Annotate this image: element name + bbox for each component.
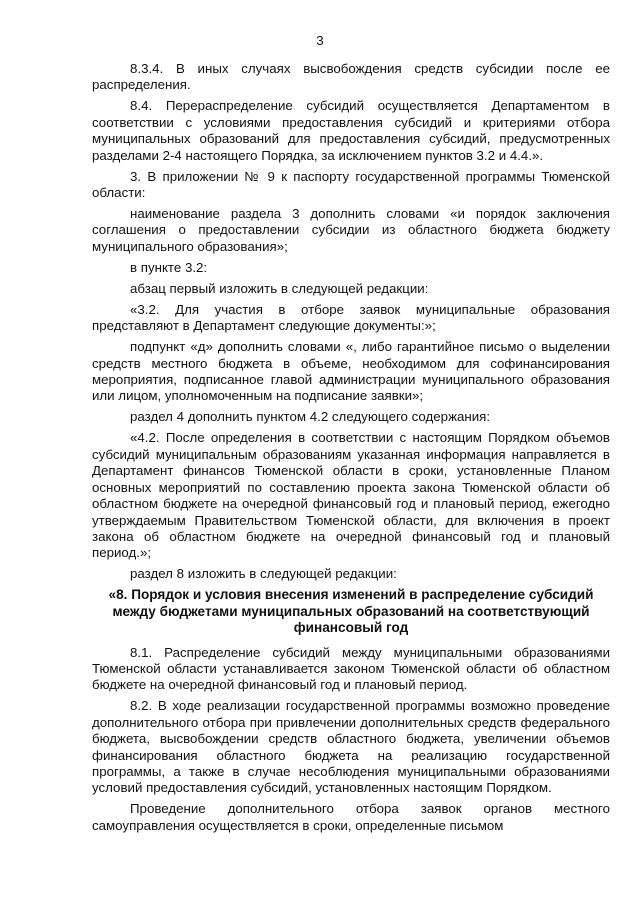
paragraph-quote-4-2: «4.2. После определения в соответствии с настоящим Порядком объемов субсидий муниципальным образованиям указанная информация направляется в Департамент финансов Тюменской области в сроки, установленные Планом основных мероприятий по составлению проекта закона Тюменской области об областном бюджете на очередной финансовый год и плановый период, ежегодно утверждаемым Правительством Тюменской области, для включения в проект закона об областном бюджете на очередной финансовый год и плановый период.»;	[92, 430, 610, 561]
paragraph-8-2: 8.2. В ходе реализации государственной программы возможно проведение дополнительного отбора при привлечении дополнительных средств федерального бюджета, высвобождении средств областного бюджета, увеличении объемов финансирования областного бюджета на реализацию государственной программы, а также в случае несоблюдения муниципальными образованиями условий предоставления субсидий, установленных настоящим Порядком.	[92, 698, 610, 796]
paragraph-subitem-d: подпункт «д» дополнить словами «, либо гарантийное письмо о выделении средств местного бюджета в объеме, необходимом для софинансирования мероприятия, подписанное главой администрации муниципального образования или лицом, уполномоченным на подписание заявки»;	[92, 339, 610, 404]
paragraph-8-1: 8.1. Распределение субсидий между муниципальными образованиями Тюменской области устанавливается законом Тюменской области об областном бюджете на очередной финансовый год и плановый период.	[92, 644, 610, 693]
paragraph-quote-3-2: «3.2. Для участия в отборе заявок муниципальные образования представляют в Департамент следующие документы:»;	[92, 301, 610, 334]
paragraph-first-abzats: абзац первый изложить в следующей редакции:	[130, 280, 429, 296]
paragraph-8-4: 8.4. Перераспределение субсидий осуществляется Департаментом в соответствии с условиями предоставления субсидий и критериями отбора муниципальных образований для предоставления субсидий, предусмотренных разделами 2-4 настоящего Порядка, за исключением пунктов 3.2 и 4.4.».	[92, 98, 610, 163]
paragraph-8-3-4: 8.3.4. В иных случаях высвобождения средств субсидии после ее распределения.	[92, 61, 610, 93]
paragraph-section-4-add: раздел 4 дополнить пунктом 4.2 следующего содержания:	[130, 409, 491, 425]
paragraph-item-3-2: в пункте 3.2:	[130, 259, 208, 275]
section-8-heading: «8. Порядок и условия внесения изменений в распределение субсидий между бюджетами муниципальных образований на соответствующий финансовый год	[108, 587, 594, 636]
document-body	[92, 61, 610, 834]
page-number: 3	[316, 33, 324, 48]
paragraph-section-8-intro: раздел 8 изложить в следующей редакции:	[130, 566, 397, 582]
paragraph-section-3-title: наименование раздела 3 дополнить словами «и порядок заключения соглашения о предоставлении субсидии из областного бюджета бюджету муниципального образования»;	[92, 206, 610, 254]
paragraph-appendix-9: 3. В приложении № 9 к паспорту государственной программы Тюменской области:	[92, 168, 610, 201]
paragraph-additional-selection: Проведение дополнительного отбора заявок органов местного самоуправления осуществляется в сроки, определенные письмом	[92, 801, 610, 833]
